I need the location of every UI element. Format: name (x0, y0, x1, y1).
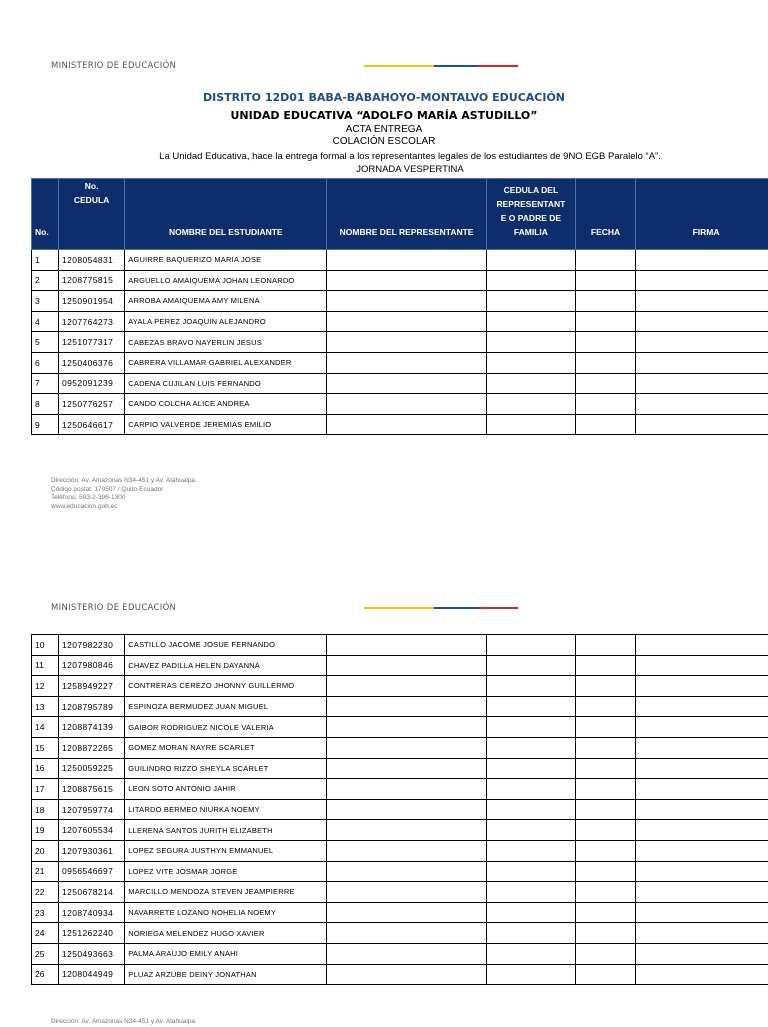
row-student-name: CABRERA VILLAMAR GABRIEL ALEXANDER (125, 352, 327, 373)
row-representante-cell (327, 943, 487, 964)
row-firma-cell (636, 676, 768, 697)
col-header-fecha: FECHA (575, 179, 635, 250)
footer-line: Teléfono: 593-2-396-1300 (51, 494, 197, 503)
row-representante-cell (327, 311, 487, 332)
row-firma-cell (636, 779, 768, 800)
col-header-no: No. (32, 179, 59, 250)
row-cedula: 1208775815 (58, 270, 124, 291)
row-student-name: LEON SOTO ANTONIO JAHIR (125, 779, 327, 800)
footer-line: www.educacion.gob.ec (51, 503, 197, 512)
row-representante-cell (327, 270, 487, 291)
row-firma-cell (636, 414, 768, 435)
row-cedula: 1207605534 (58, 820, 124, 841)
row-fecha-cell (575, 655, 635, 676)
row-number: 21 (32, 861, 59, 882)
row-fecha-cell (575, 943, 635, 964)
row-representante-cell (327, 861, 487, 882)
row-firma-cell (636, 635, 768, 656)
row-firma-cell (636, 758, 768, 779)
row-fecha-cell (575, 291, 635, 312)
row-representante-cell (327, 676, 487, 697)
row-number: 6 (32, 352, 59, 373)
row-student-name: CONTRERAS CEREZO JHONNY GUILLERMO (125, 676, 327, 697)
row-firma-cell (636, 902, 768, 923)
table-row (32, 861, 768, 882)
row-number: 19 (32, 820, 59, 841)
table-row (32, 758, 768, 779)
row-number: 9 (32, 414, 59, 435)
row-fecha-cell (575, 882, 635, 903)
table-row (32, 352, 768, 373)
row-number: 22 (32, 882, 59, 903)
table-row (32, 250, 768, 271)
row-cedula: 1251262240 (58, 923, 124, 944)
row-firma-cell (636, 737, 768, 758)
row-cedula-rep-cell (486, 820, 575, 841)
col-header-estudiante: NOMBRE DEL ESTUDIANTE (125, 179, 327, 250)
row-student-name: GOMEZ MORAN NAYRE SCARLET (125, 737, 327, 758)
row-cedula: 1207959774 (58, 799, 124, 820)
row-cedula: 1207764273 (58, 311, 124, 332)
row-cedula: 1208874139 (58, 717, 124, 738)
row-cedula-rep-cell (486, 291, 575, 312)
row-firma-cell (636, 291, 768, 312)
row-cedula: 1208875615 (58, 779, 124, 800)
footer-address-page-2 (51, 1018, 197, 1027)
row-cedula-rep-cell (486, 270, 575, 291)
school-title: UNIDAD EDUCATIVA “ADOLFO MARÍA ASTUDILLO” (0, 109, 768, 122)
row-representante-cell (327, 414, 487, 435)
row-representante-cell (327, 373, 487, 394)
table-row (32, 270, 768, 291)
row-number: 15 (32, 737, 59, 758)
row-number: 10 (32, 635, 59, 656)
row-fecha-cell (575, 758, 635, 779)
table-row (32, 655, 768, 676)
row-number: 26 (32, 964, 59, 985)
row-student-name: CADENA CUJILAN LUIS FERNANDO (125, 373, 327, 394)
row-firma-cell (636, 717, 768, 738)
table-row (32, 840, 768, 861)
col-header-cedula-rep (486, 179, 575, 250)
row-representante-cell (327, 635, 487, 656)
ministerio-logo-text: MINISTERIO DE EDUCACIÓN (51, 61, 176, 71)
row-representante-cell (327, 250, 487, 271)
row-number: 20 (32, 840, 59, 861)
row-firma-cell (636, 373, 768, 394)
row-fecha-cell (575, 394, 635, 415)
students-table-page-1 (31, 178, 768, 435)
intro-paragraph: La Unidad Educativa, hace la entrega formal a los representantes legales de los estudiantes de 9NO EGB Paralelo “A”. JORNADA VESPERTINA (140, 150, 680, 176)
row-cedula: 1250059225 (58, 758, 124, 779)
row-cedula-rep-cell (486, 332, 575, 353)
col-header-cedula-text: No. CEDULA (72, 179, 112, 207)
row-firma-cell (636, 394, 768, 415)
table-row (32, 676, 768, 697)
row-cedula: 1208044949 (58, 964, 124, 985)
row-cedula-rep-cell (486, 352, 575, 373)
col-header-cedula (58, 179, 124, 250)
colacion-title: COLACIÓN ESCOLAR (0, 136, 768, 147)
row-fecha-cell (575, 414, 635, 435)
row-firma-cell (636, 861, 768, 882)
row-firma-cell (636, 820, 768, 841)
col-header-firma: FIRMA (636, 179, 768, 250)
row-fecha-cell (575, 737, 635, 758)
row-student-name: AGUIRRE BAQUERIZO MARIA JOSE (125, 250, 327, 271)
row-representante-cell (327, 291, 487, 312)
table-row (32, 373, 768, 394)
row-cedula: 1251077317 (58, 332, 124, 353)
row-number: 25 (32, 943, 59, 964)
flag-stripe-icon (364, 65, 518, 67)
row-representante-cell (327, 758, 487, 779)
row-cedula: 1207930361 (58, 840, 124, 861)
row-representante-cell (327, 779, 487, 800)
row-firma-cell (636, 270, 768, 291)
row-cedula: 1208054831 (58, 250, 124, 271)
row-cedula-rep-cell (486, 676, 575, 697)
row-cedula-rep-cell (486, 717, 575, 738)
row-cedula: 1208740934 (58, 902, 124, 923)
table-row (32, 394, 768, 415)
row-cedula: 1250901954 (58, 291, 124, 312)
row-firma-cell (636, 311, 768, 332)
row-fecha-cell (575, 696, 635, 717)
row-fecha-cell (575, 332, 635, 353)
table-row (32, 414, 768, 435)
row-cedula-rep-cell (486, 737, 575, 758)
row-cedula-rep-cell (486, 799, 575, 820)
row-cedula: 1258949227 (58, 676, 124, 697)
row-firma-cell (636, 964, 768, 985)
row-fecha-cell (575, 270, 635, 291)
row-representante-cell (327, 352, 487, 373)
row-cedula-rep-cell (486, 943, 575, 964)
row-student-name: CASTILLO JACOME JOSUE FERNANDO (125, 635, 327, 656)
row-cedula: 1208795789 (58, 696, 124, 717)
row-number: 18 (32, 799, 59, 820)
row-firma-cell (636, 882, 768, 903)
row-student-name: LOPEZ SEGURA JUSTHYN EMMANUEL (125, 840, 327, 861)
row-number: 11 (32, 655, 59, 676)
row-student-name: GUILINDRO RIZZO SHEYLA SCARLET (125, 758, 327, 779)
row-cedula-rep-cell (486, 696, 575, 717)
row-fecha-cell (575, 923, 635, 944)
row-cedula-rep-cell (486, 250, 575, 271)
row-number: 12 (32, 676, 59, 697)
row-firma-cell (636, 943, 768, 964)
row-fecha-cell (575, 717, 635, 738)
row-firma-cell (636, 332, 768, 353)
row-fecha-cell (575, 676, 635, 697)
row-representante-cell (327, 964, 487, 985)
row-cedula: 1250776257 (58, 394, 124, 415)
row-fecha-cell (575, 635, 635, 656)
row-student-name: PALMA ARAUJO EMILY ANAHI (125, 943, 327, 964)
row-cedula-rep-cell (486, 414, 575, 435)
row-student-name: MARCILLO MENDOZA STEVEN JEAMPIERRE (125, 882, 327, 903)
footer-line: Código postal: 170507 / Quito-Ecuador (51, 486, 197, 495)
table-row (32, 696, 768, 717)
row-representante-cell (327, 717, 487, 738)
row-number: 23 (32, 902, 59, 923)
row-cedula-rep-cell (486, 840, 575, 861)
row-firma-cell (636, 696, 768, 717)
row-number: 16 (32, 758, 59, 779)
row-number: 24 (32, 923, 59, 944)
row-number: 1 (32, 250, 59, 271)
row-firma-cell (636, 250, 768, 271)
row-firma-cell (636, 352, 768, 373)
row-cedula: 1207982230 (58, 635, 124, 656)
row-number: 5 (32, 332, 59, 353)
row-representante-cell (327, 394, 487, 415)
row-cedula: 0956546697 (58, 861, 124, 882)
table-row (32, 779, 768, 800)
row-fecha-cell (575, 861, 635, 882)
row-representante-cell (327, 655, 487, 676)
row-representante-cell (327, 923, 487, 944)
row-fecha-cell (575, 352, 635, 373)
row-student-name: CHAVEZ PADILLA HELEN DAYANNA (125, 655, 327, 676)
row-cedula: 1208872265 (58, 737, 124, 758)
row-student-name: GAIBOR RODRIGUEZ NICOLE VALERIA (125, 717, 327, 738)
row-cedula-rep-cell (486, 861, 575, 882)
row-fecha-cell (575, 820, 635, 841)
row-cedula: 1207980846 (58, 655, 124, 676)
row-number: 7 (32, 373, 59, 394)
acta-title: ACTA ENTREGA (0, 124, 768, 135)
row-representante-cell (327, 820, 487, 841)
row-firma-cell (636, 655, 768, 676)
row-student-name: NORIEGA MELENDEZ HUGO XAVIER (125, 923, 327, 944)
row-student-name: ARROBA AMAIQUEMA AMY MILENA (125, 291, 327, 312)
students-table-page-2 (31, 634, 768, 985)
row-student-name: CABEZAS BRAVO NAYERLIN JESUS (125, 332, 327, 353)
row-cedula: 0952091239 (58, 373, 124, 394)
table-row (32, 902, 768, 923)
district-title: DISTRITO 12D01 BABA-BABAHOYO-MONTALVO EDUCACIÓN (0, 91, 768, 104)
row-firma-cell (636, 799, 768, 820)
row-student-name: CANDO COLCHA ALICE ANDREA (125, 394, 327, 415)
footer-line: Dirección: Av. Amazonas N34-451 y Av. Atahualpa. (51, 1018, 197, 1027)
row-representante-cell (327, 882, 487, 903)
table-row (32, 291, 768, 312)
row-representante-cell (327, 902, 487, 923)
row-number: 3 (32, 291, 59, 312)
row-cedula: 1250678214 (58, 882, 124, 903)
footer-line: Dirección: Av. Amazonas N34-451 y Av. Atahualpa. (51, 477, 197, 486)
table-row (32, 717, 768, 738)
ministerio-logo-text: MINISTERIO DE EDUCACIÓN (51, 603, 176, 613)
row-fecha-cell (575, 799, 635, 820)
row-representante-cell (327, 696, 487, 717)
row-student-name: ARGUELLO AMAIQUEMA JOHAN LEONARDO (125, 270, 327, 291)
row-cedula-rep-cell (486, 394, 575, 415)
footer-address-page-1 (51, 477, 197, 511)
row-student-name: AYALA PEREZ JOAQUIN ALEJANDRO (125, 311, 327, 332)
row-cedula-rep-cell (486, 964, 575, 985)
table-row (32, 923, 768, 944)
row-representante-cell (327, 737, 487, 758)
table-row (32, 737, 768, 758)
row-firma-cell (636, 840, 768, 861)
row-student-name: LOPEZ VITE JOSMAR JORGE (125, 861, 327, 882)
row-student-name: CARPIO VALVERDE JEREMIAS EMILIO (125, 414, 327, 435)
row-representante-cell (327, 332, 487, 353)
table-row (32, 943, 768, 964)
table-row (32, 882, 768, 903)
row-student-name: ESPINOZA BERMUDEZ JUAN MIGUEL (125, 696, 327, 717)
row-fecha-cell (575, 373, 635, 394)
row-fecha-cell (575, 779, 635, 800)
row-number: 13 (32, 696, 59, 717)
row-cedula-rep-cell (486, 373, 575, 394)
document-page-2 (0, 560, 768, 1024)
table-row (32, 332, 768, 353)
row-representante-cell (327, 840, 487, 861)
row-fecha-cell (575, 902, 635, 923)
row-number: 17 (32, 779, 59, 800)
row-cedula-rep-cell (486, 311, 575, 332)
col-header-representante: NOMBRE DEL REPRESENTANTE (327, 179, 487, 250)
row-student-name: NAVARRETE LOZANO NOHELIA NOEMY (125, 902, 327, 923)
row-number: 2 (32, 270, 59, 291)
table-row (32, 635, 768, 656)
row-cedula: 1250646617 (58, 414, 124, 435)
table-row (32, 964, 768, 985)
row-cedula-rep-cell (486, 882, 575, 903)
row-cedula-rep-cell (486, 779, 575, 800)
row-cedula-rep-cell (486, 758, 575, 779)
row-cedula: 1250493663 (58, 943, 124, 964)
row-cedula: 1250406376 (58, 352, 124, 373)
table-row (32, 820, 768, 841)
row-representante-cell (327, 799, 487, 820)
row-cedula-rep-cell (486, 655, 575, 676)
row-firma-cell (636, 923, 768, 944)
col-header-cedula-rep-text: CEDULA DEL REPRESENTANT E O PADRE DE FAMILIA (493, 183, 569, 239)
table-row (32, 311, 768, 332)
row-number: 8 (32, 394, 59, 415)
table-row (32, 799, 768, 820)
row-fecha-cell (575, 964, 635, 985)
row-cedula-rep-cell (486, 635, 575, 656)
row-fecha-cell (575, 840, 635, 861)
row-cedula-rep-cell (486, 902, 575, 923)
row-fecha-cell (575, 311, 635, 332)
row-fecha-cell (575, 250, 635, 271)
row-cedula-rep-cell (486, 923, 575, 944)
row-student-name: LITARDO BERMEO NIURKA NOEMY (125, 799, 327, 820)
row-student-name: LLERENA SANTOS JURITH ELIZABETH (125, 820, 327, 841)
row-number: 4 (32, 311, 59, 332)
row-student-name: PLUAZ ARZUBE DEINY JONATHAN (125, 964, 327, 985)
row-number: 14 (32, 717, 59, 738)
flag-stripe-icon (364, 607, 518, 609)
